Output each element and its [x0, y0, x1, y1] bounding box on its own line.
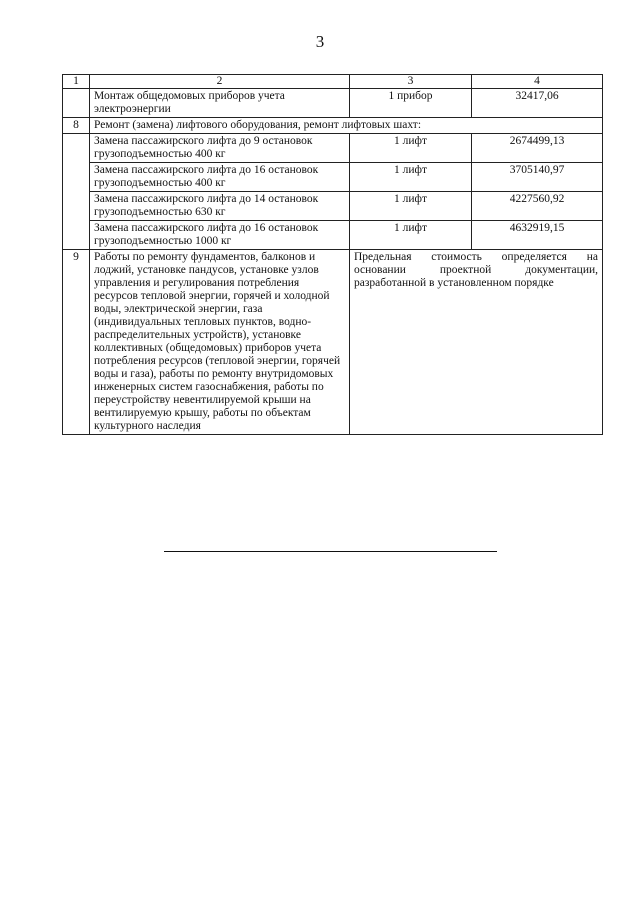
header-cell-2: 2: [90, 75, 350, 89]
header-cell-3: 3: [350, 75, 472, 89]
header-cell-4: 4: [472, 75, 603, 89]
table-row-metering: [63, 89, 603, 118]
row-cost: 4632919,15: [472, 221, 603, 250]
row-description: Замена пассажирского лифта до 14 остановок грузоподъемностью 630 кг: [90, 192, 350, 221]
price-table: [62, 74, 603, 435]
row-quantity: 1 прибор: [350, 89, 472, 118]
section-9-number: 9: [63, 250, 90, 435]
row-description: Замена пассажирского лифта до 16 остановок грузоподъемностью 1000 кг: [90, 221, 350, 250]
row-quantity: 1 лифт: [350, 134, 472, 163]
row-cost: 4227560,92: [472, 192, 603, 221]
table-header-row: [63, 75, 603, 89]
table-row-lift-2: [63, 163, 603, 192]
section-8-title: Ремонт (замена) лифтового оборудования, ремонт лифтовых шахт:: [90, 118, 603, 134]
row-quantity: 1 лифт: [350, 192, 472, 221]
section-8-spacer-cell: [63, 134, 90, 250]
row-description: Замена пассажирского лифта до 16 остановок грузоподъемностью 400 кг: [90, 163, 350, 192]
row-description: Замена пассажирского лифта до 9 остановок грузоподъемностью 400 кг: [90, 134, 350, 163]
table-row-lift-3: [63, 192, 603, 221]
section-8-title-row: [63, 118, 603, 134]
section-9-description: Работы по ремонту фундаментов, балконов и лоджий, установке пандусов, установке узлов управления и регулирования потребления ресурсов тепловой энергии, горячей и холодной воды, электрической энергии, газа (индивидуальных тепловых пунктов, водно-распределительных устройств), установке коллективных (общедомовых) приборов учета потребления ресурсов (тепловой энергии, горячей воды и газа), работы по ремонту внутридомовых инженерных систем газоснабжения, работы по переустройству невентилируемой крыши на вентилируемую крышу, работы по объектам культурного наследия: [90, 250, 350, 435]
row-cost: 3705140,97: [472, 163, 603, 192]
row-description: Монтаж общедомовых приборов учета электроэнергии: [90, 89, 350, 118]
row-cost: 32417,06: [472, 89, 603, 118]
section-9-cost-note: Предельная стоимость определяется на основании проектной документации, разработанной в установленном порядке: [350, 250, 603, 435]
table-row-lift-4: [63, 221, 603, 250]
row-number-cell: [63, 89, 90, 118]
row-cost: 2674499,13: [472, 134, 603, 163]
table-row-lift-1: [63, 134, 603, 163]
row-quantity: 1 лифт: [350, 163, 472, 192]
row-quantity: 1 лифт: [350, 221, 472, 250]
page-number: 3: [315, 32, 325, 51]
section-9-row: [63, 250, 603, 435]
closing-divider-line: [164, 551, 497, 552]
header-cell-1: 1: [63, 75, 90, 89]
section-8-number: 8: [63, 118, 90, 134]
